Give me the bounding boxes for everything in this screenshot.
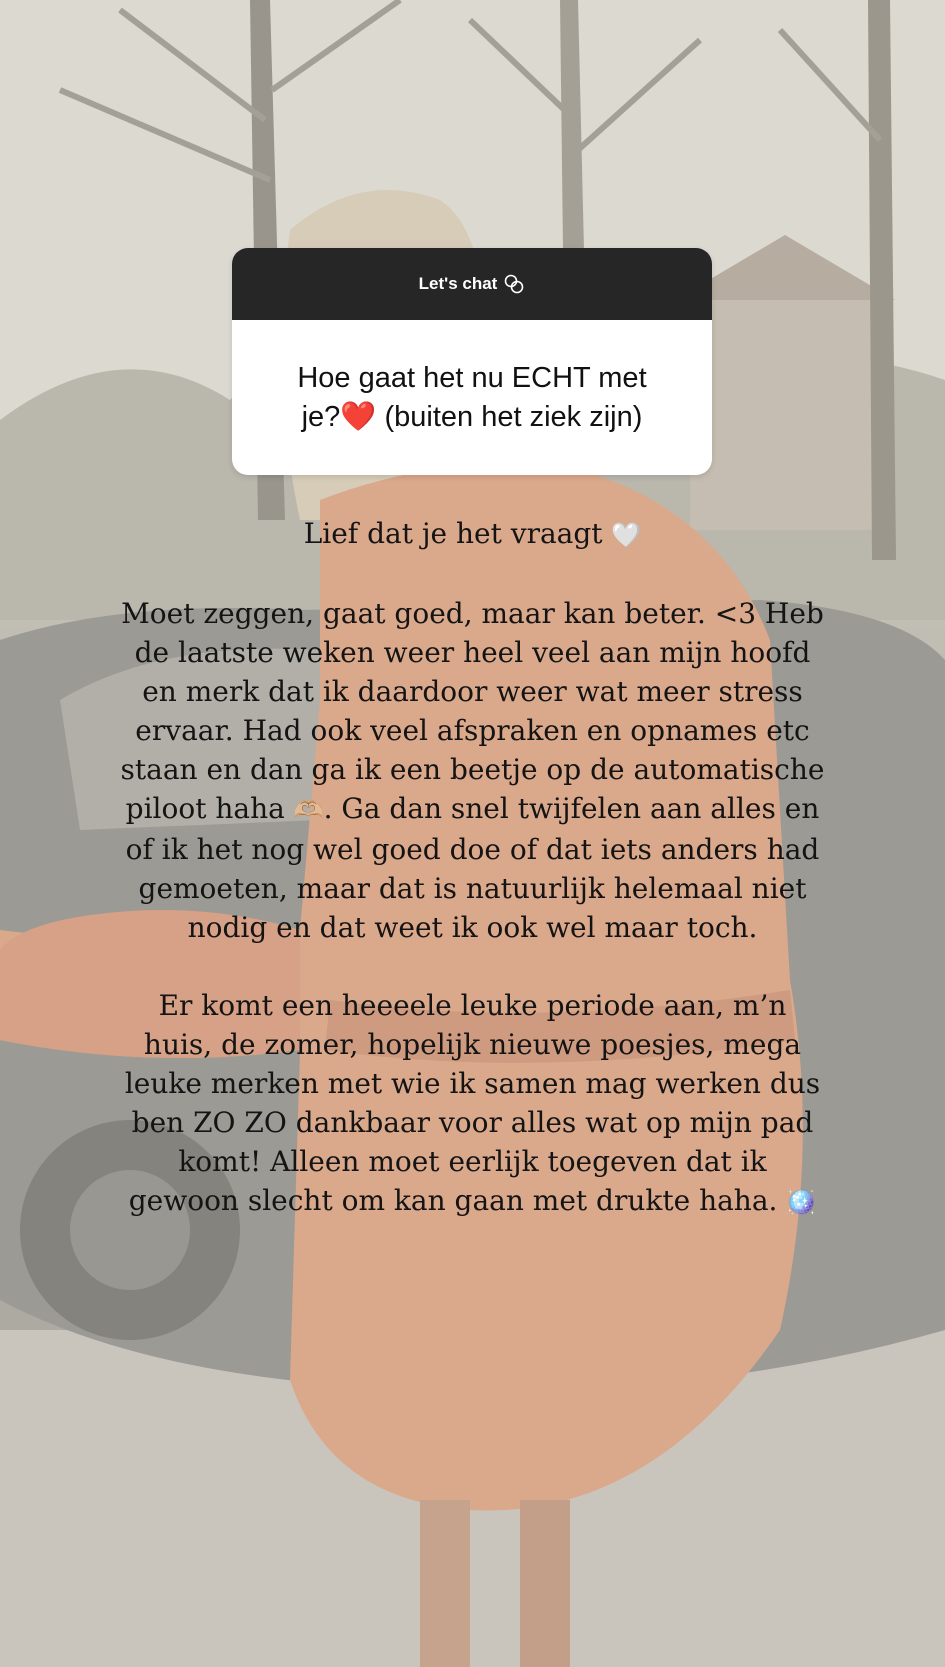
chat-bubbles-icon xyxy=(503,273,525,295)
paragraph-spacer xyxy=(120,555,825,594)
disco-ball-icon: 🪩 xyxy=(786,1188,817,1216)
red-heart-icon: ❤️ xyxy=(340,399,377,433)
question-sticker-header xyxy=(232,248,712,320)
question-sticker[interactable] xyxy=(232,248,712,475)
question-text xyxy=(232,320,712,475)
question-sticker-title: Let's chat xyxy=(418,274,498,293)
answer-paragraph-1-part-1: Moet zeggen, gaat goed, maar kan beter. <3 Heb de laatste weken weer heel veel aan mijn hoofd en merk dat ik daardoor weer wat meer stress ervaar. Had ook veel afspraken en opnames etc staan en dan ga ik een beetje op de automatische piloot haha xyxy=(120,597,825,825)
question-line-2-suffix: (buiten het ziek zijn) xyxy=(376,401,643,433)
answer-paragraph-2-text: Er komt een heeeele leuke periode aan, m’n huis, de zomer, hopelijk nieuwe poesjes, mega leuke merken met wie ik samen mag werken dus ben ZO ZO dankbaar voor alles wat op mijn pad komt! Alleen moet eerlijk toegeven dat ik gewoon slecht om kan gaan met drukte haha. xyxy=(124,989,821,1217)
question-line-2 xyxy=(297,397,646,436)
question-line-1: Hoe gaat het nu ECHT met xyxy=(297,362,647,394)
answer-text xyxy=(120,514,825,1222)
white-heart-icon: 🤍 xyxy=(611,521,642,549)
answer-paragraph-1 xyxy=(120,594,825,947)
answer-intro-text: Lief dat je het vraagt xyxy=(303,517,603,550)
question-line-2-prefix: je? xyxy=(301,401,341,433)
heart-hands-icon: 🫶🏼 xyxy=(293,796,324,824)
answer-paragraph-1-part-2: . Ga dan snel twijfelen aan alles en of ik het nog wel goed doe of dat iets anders had gemoeten, maar dat is natuurlijk helemaal niet nodig en dat weet ik ook wel maar toch. xyxy=(125,792,820,944)
answer-paragraph-2 xyxy=(120,986,825,1222)
paragraph-spacer xyxy=(120,947,825,986)
answer-intro xyxy=(120,514,825,555)
